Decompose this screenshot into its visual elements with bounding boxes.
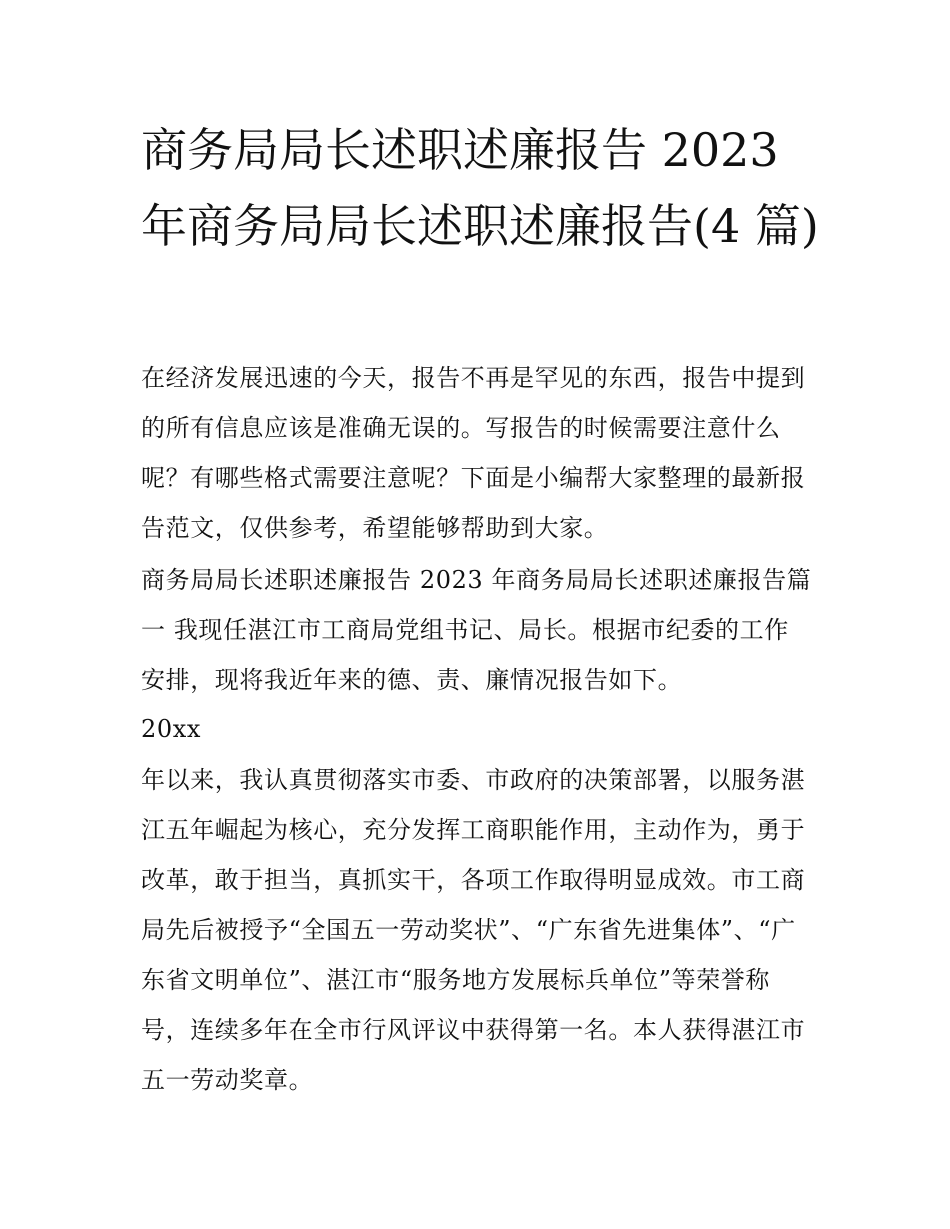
intro-paragraph: 在经济发展迅速的今天，报告不再是罕见的东西，报告中提到的所有信息应该是准确无误的。写报告的时候需要注意什么呢？有哪些格式需要注意呢？下面是小编帮大家整理的最新报告范文，仅供参考，希望能够帮助到大家。	[141, 364, 806, 542]
document-title: 商务局局长述职述廉报告 2023 年商务局局长述职述廉报告(4 篇)	[141, 123, 819, 253]
year-fragment: 20xx	[141, 715, 202, 743]
body-paragraph: 年以来，我认真贯彻落实市委、市政府的决策部署，以服务湛江五年崛起为核心，充分发挥工商职能作用，主动作为，勇于改革，敢于担当，真抓实干，各项工作取得明显成效。市工商局先后被授予“全国五一劳动奖状”、“广东省先进集体”、“广东省文明单位”、湛江市“服务地方发展标兵单位”等荣誉称号，连续多年在全市行风评议中获得第一名。本人获得湛江市五一劳动奖章。	[141, 766, 806, 1094]
section-heading-paragraph: 商务局局长述职述廉报告 2023 年商务局局长述职述廉报告篇一 我现任湛江市工商局党组书记、局长。根据市纪委的工作安排，现将我近年来的德、责、廉情况报告如下。	[141, 566, 812, 694]
